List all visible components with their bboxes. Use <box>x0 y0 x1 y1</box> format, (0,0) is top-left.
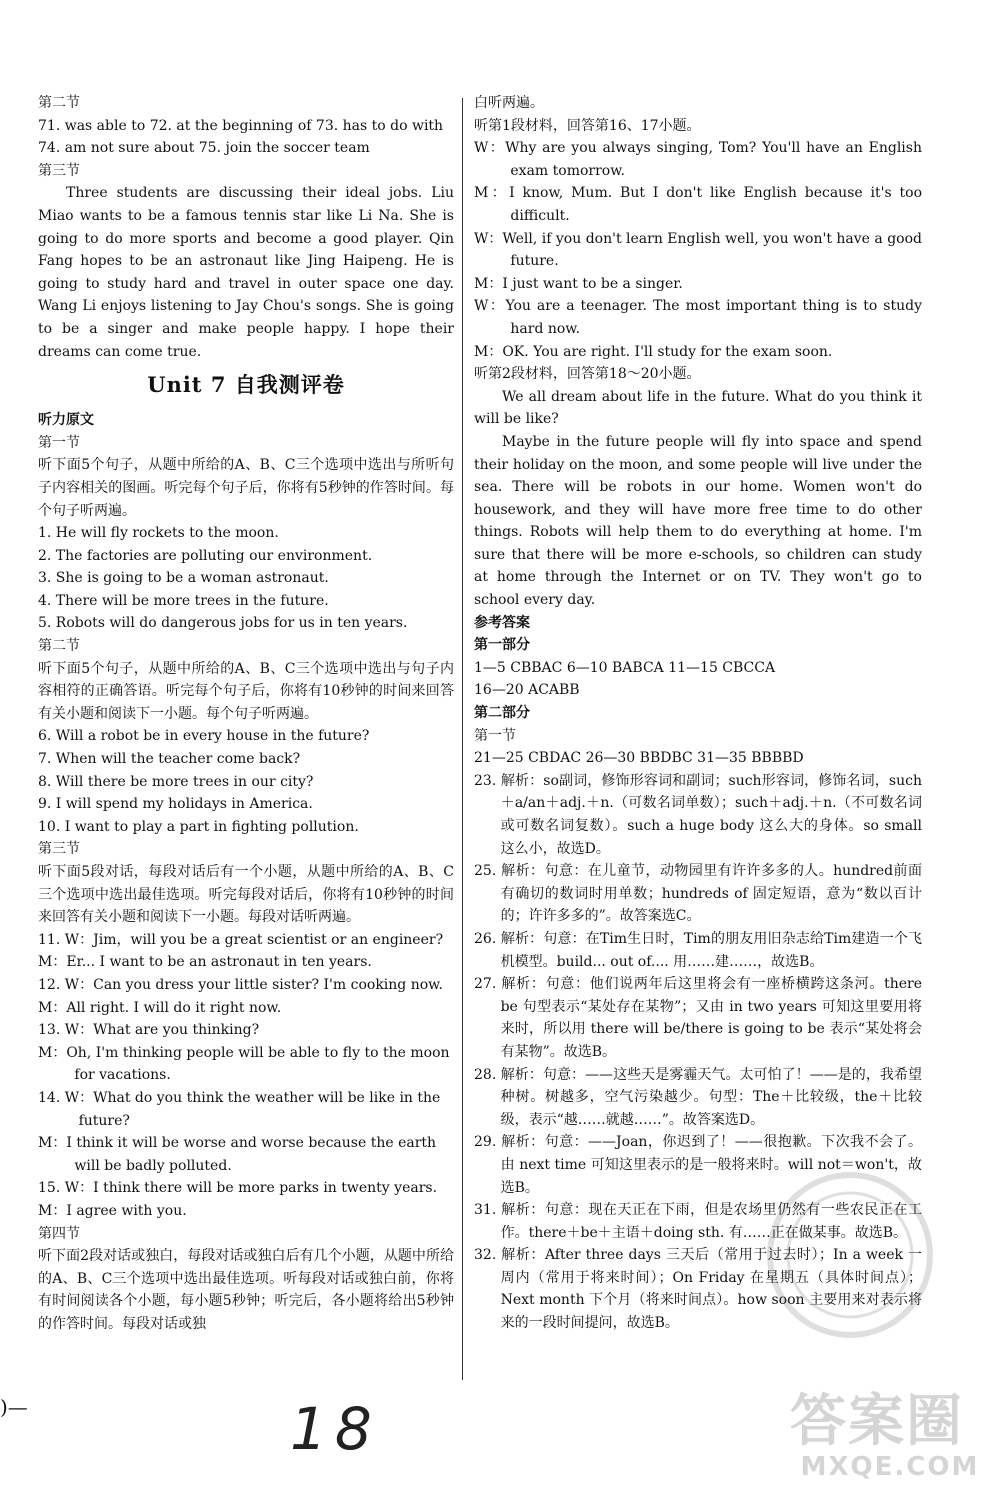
list-item: 8. Will there be more trees in our city? <box>38 773 314 790</box>
list-item: 4. There will be more trees in the future. <box>38 592 329 609</box>
dialog-question: 11. W：Jim，will you be a great scientist or an engineer? <box>38 931 444 948</box>
instruction: 听下面5个句子，从题中所给的A、B、C三个选项中选出与句子内容相符的正确答语。听完每个句子后，你将有10秒钟的时间来回答有关小题和阅读下一小题。每个句子听两遍。 <box>38 660 454 722</box>
answer-line: 71. was able to 72. at the beginning of 73. has to do with <box>38 117 444 134</box>
reference-answers-heading: 参考答案 <box>474 614 530 631</box>
section-heading: 第四节 <box>38 1225 80 1242</box>
analysis-item: 27. 解析：句意：他们说两年后这里将会有一座桥横跨这条河。there be 句型表示“某处存在某物”；又由 in two years 可知这里要用将来时，所以用 there will be/there is going to be 表示“某处将会有某物”。故选B。 <box>474 976 922 1060</box>
analysis-item: 25. 解析：句意：在儿童节，动物园里有许许多多的人。hundred前面有确切的数词时用单数；hundreds of 固定短语，意为“数以百计的；许许多多的”。故答案选C。 <box>474 863 922 925</box>
essay-paragraph: Three students are discussing their ideal jobs. Liu Miao wants to be a famous tennis star like Li Na. She is going to do more sports and become a good player. Qin Fang hopes to be an astronaut like Jing Haipeng. He is going to study hard and travel in outer space one day. Wang Li enjoys listening to Jay Chou's songs. She is going to be a singer and make people happy. I hope their dreams can come true. <box>38 185 454 360</box>
list-item: 9. I will spend my holidays in America. <box>38 796 313 813</box>
watermark <box>790 1389 990 1492</box>
section-heading: 第一节 <box>38 434 80 451</box>
dialog-line: M：OK. You are right. I'll study for the exam soon. <box>474 343 833 360</box>
section-heading: 第三节 <box>38 162 80 179</box>
unit-title: Unit 7 自我测评卷 <box>147 372 345 398</box>
dialog-question: 12. W：Can you dress your little sister? I'm cooking now. <box>38 976 443 993</box>
analysis-item: 32. 解析：After three days 三天后（常用于过去时）；In a week 一周内（常用于将来时间）；On Friday 在星期五（具体时间点）；Next month 下个月（将来时间点）。how soon 主要用来对表示将来的一段时间提问，故选B。 <box>474 1247 922 1332</box>
part-heading: 第一部分 <box>474 637 530 654</box>
margin-mark: )— <box>0 1395 28 1419</box>
analysis-item: 29. 解析：句意：——Joan，你迟到了！——很抱歉。下次我不会了。由 next time 可知这里表示的是一般将来时。will not＝won't，故选B。 <box>474 1134 922 1196</box>
part-heading: 第二部分 <box>474 705 530 722</box>
watermark-url: MXQE.COM <box>800 1452 980 1482</box>
dialog-answer: M：I think it will be worse and worse because the earth will be badly polluted. <box>38 1135 437 1174</box>
analysis-item: 26. 解析：句意：在Tim生日时，Tim的朋友用旧杂志给Tim建造一个飞机模型。build... out of.... 用……建……，故选B。 <box>474 930 922 970</box>
dialog-question: 13. W：What are you thinking? <box>38 1022 260 1039</box>
dialog-answer: M：Oh, I'm thinking people will be able to fly to the moon for vacations. <box>38 1044 450 1084</box>
watermark-logo: 答案圈 <box>790 1389 964 1454</box>
list-item: 7. When will the teacher come back? <box>38 751 301 768</box>
analysis-item: 28. 解析：句意：——这些天是雾霾天气。太可怕了！——是的，我希望种树。树越多，空气污染越少。句型：The＋比较级，the＋比较级，表示“越……就越……”。故答案选D。 <box>474 1066 922 1128</box>
instruction: 听下面2段对话或独白，每段对话或独白后有几个小题，从题中所给的A、B、C三个选项中选出最佳选项。听每段对话或独白前，你将有时间阅读各个小题，每小题5秒钟；听完后，各小题将给出5秒钟的作答时间。每段对话或独 <box>38 1248 454 1332</box>
dialog-answer: M：I agree with you. <box>38 1202 187 1219</box>
answer-line: 1—5 CBBAC 6—10 BABCA 11—15 CBCCA <box>474 659 776 676</box>
dialog-line: M：I just want to be a singer. <box>474 275 683 292</box>
section-heading: 第二节 <box>38 95 80 111</box>
dialog-line: W：Well, if you don't learn English well, you won't have a good future. <box>474 230 922 270</box>
list-item: 1. He will fly rockets to the moon. <box>38 525 279 542</box>
dialog-question: 14. W：What do you think the weather will be like in the future? <box>38 1089 441 1129</box>
dialog-answer: M：Er... I want to be an astronaut in ten years. <box>38 954 372 971</box>
stamp-mark <box>760 1140 940 1370</box>
listening-heading: 听力原文 <box>38 412 94 429</box>
section-heading: 第一节 <box>474 727 516 744</box>
dialog-question: 15. W：I think there will be more parks in twenty years. <box>38 1180 438 1197</box>
instruction: 听下面5段对话，每段对话后有一个小题，从题中所给的A、B、C三个选项中选出最佳选项。听完每段对话后，你将有10秒钟的时间来回答有关小题和阅读下一小题。每段对话听两遍。 <box>38 864 454 926</box>
answer-line: 74. am not sure about 75. join the soccer team <box>38 140 370 157</box>
list-item: 10. I want to play a part in fighting pollution. <box>38 818 359 835</box>
answer-line: 21—25 CBDAC 26—30 BBDBC 31—35 BBBBD <box>474 750 804 767</box>
dialog-line: W：Why are you always singing, Tom? You'll have an English exam tomorrow. <box>474 140 922 179</box>
analysis-item: 31. 解析：句意：现在天正在下雨，但是农场里仍然有一些农民正在工作。there＋be＋主语＋doing sth. 有……正在做某事。故选B。 <box>474 1202 922 1241</box>
dialog-line: W：You are a teenager. The most important thing is to study hard now. <box>474 298 922 337</box>
column-divider <box>462 98 463 1380</box>
answer-line: 16—20 ACABB <box>474 682 580 699</box>
analysis-item: 23. 解析：so副词，修饰形容词和副词；such形容词，修饰名词，such＋a/an＋adj.＋n.（可数名词单数）；such＋adj.＋n.（不可数名词或可数名词复数）。such a huge body 这么大的身体。so small 这么小，故选D。 <box>474 772 922 857</box>
dialog-answer: M：All right. I will do it right now. <box>38 999 282 1016</box>
dialog-line: M：I know, Mum. But I don't like English because it's too difficult. <box>474 185 922 224</box>
list-item: 2. The factories are polluting our environment. <box>38 547 373 564</box>
material-heading: 听第1段材料，回答第16、17小题。 <box>474 117 701 134</box>
section-heading: 第二节 <box>38 638 80 655</box>
monologue-paragraph: Maybe in the future people will fly into space and spend their holiday on the moon, and some people will live under the sea. There will be robots in our home. Women won't do housework, and they will have more free time to do other things. Robots will help them to do everything at home. I'm sure that there will be more e-schools, so children can study at home through the Internet or on TV. They won't go to school every day. <box>474 433 922 609</box>
left-column <box>38 92 454 1335</box>
list-item: 6. Will a robot be in every house in the future? <box>38 728 370 745</box>
page-number: 18 <box>290 1395 380 1463</box>
material-heading: 听第2段材料，回答第18～20小题。 <box>474 366 701 383</box>
list-item: 3. She is going to be a woman astronaut. <box>38 570 329 587</box>
instruction: 听下面5个句子，从题中所给的A、B、C三个选项中选出与所听句子内容相关的图画。听完每个句子后，你将有5秒钟的作答时间。每个句子听两遍。 <box>38 457 454 519</box>
section-heading: 第三节 <box>38 841 80 858</box>
instruction-continued: 白听两遍。 <box>474 95 544 111</box>
monologue-paragraph: We all dream about life in the future. What do you think it will be like? <box>474 388 922 428</box>
list-item: 5. Robots will do dangerous jobs for us in ten years. <box>38 615 408 632</box>
